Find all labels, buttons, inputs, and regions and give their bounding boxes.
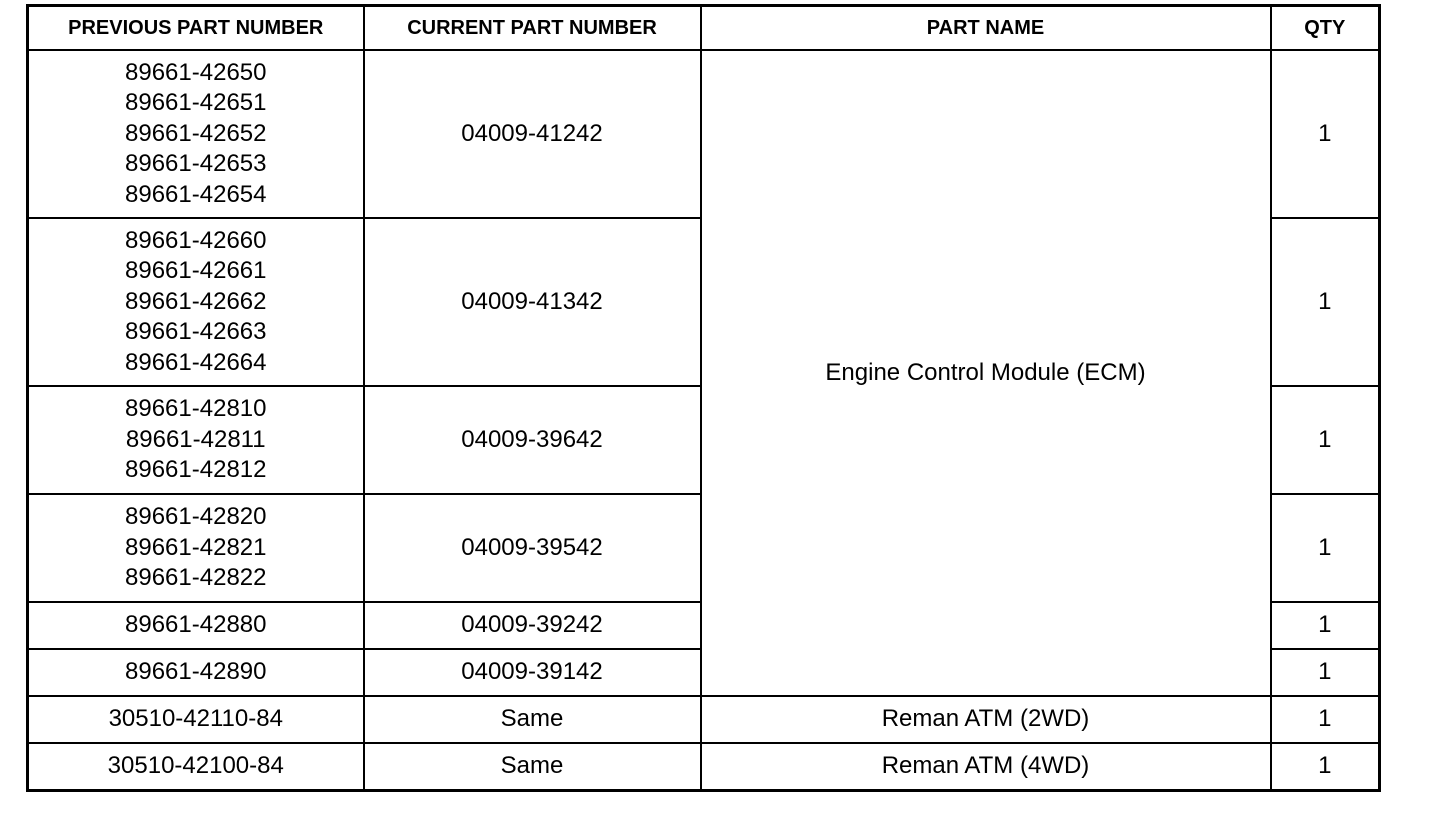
previous-part-number: 89661-42812: [125, 456, 267, 484]
current-part-number: Same: [364, 696, 701, 743]
current-part-number: 04009-39142: [364, 649, 701, 696]
previous-part-numbers: [28, 386, 364, 494]
previous-part-number: 89661-42820: [125, 503, 267, 531]
parts-table: [26, 4, 1381, 792]
previous-part-number: 89661-42653: [125, 150, 267, 178]
previous-part-number: 89661-42651: [125, 89, 267, 117]
previous-part-number: 89661-42650: [125, 58, 267, 86]
quantity: 1: [1271, 743, 1380, 791]
previous-part-number: 89661-42663: [125, 318, 267, 346]
previous-part-number: 89661-42660: [125, 226, 267, 254]
previous-part-number: 89661-42822: [125, 564, 267, 592]
previous-part-numbers: [28, 494, 364, 602]
previous-part-number: 89661-42811: [125, 425, 266, 453]
quantity: 1: [1271, 218, 1380, 386]
current-part-number: 04009-39642: [364, 386, 701, 494]
current-part-number: 04009-39242: [364, 602, 701, 649]
header-current-part-number: CURRENT PART NUMBER: [364, 6, 701, 51]
previous-part-number: 89661-42662: [125, 287, 267, 315]
previous-part-number: 89661-42652: [125, 119, 267, 147]
header-qty: QTY: [1271, 6, 1380, 51]
current-part-number: 04009-41242: [364, 50, 701, 218]
current-part-number: 04009-41342: [364, 218, 701, 386]
previous-part-number: 30510-42100-84: [28, 743, 364, 791]
quantity: 1: [1271, 494, 1380, 602]
previous-part-numbers: [28, 218, 364, 386]
previous-part-number: 89661-42654: [125, 180, 267, 208]
previous-part-number: 89661-42664: [125, 348, 267, 376]
current-part-number: Same: [364, 743, 701, 791]
previous-part-number: 89661-42661: [125, 257, 267, 285]
previous-part-numbers: [28, 50, 364, 218]
header-row: [28, 6, 1380, 51]
quantity: 1: [1271, 386, 1380, 494]
previous-part-number: 89661-42880: [28, 602, 364, 649]
quantity: 1: [1271, 696, 1380, 743]
header-previous-part-number: PREVIOUS PART NUMBER: [28, 6, 364, 51]
part-name: Reman ATM (2WD): [701, 696, 1271, 743]
previous-part-number: 89661-42810: [125, 395, 267, 423]
table-row: [28, 696, 1380, 743]
quantity: 1: [1271, 50, 1380, 218]
previous-part-number: 89661-42890: [28, 649, 364, 696]
header-part-name: PART NAME: [701, 6, 1271, 51]
previous-part-number: 30510-42110-84: [28, 696, 364, 743]
current-part-number: 04009-39542: [364, 494, 701, 602]
part-name: Reman ATM (4WD): [701, 743, 1271, 791]
quantity: 1: [1271, 602, 1380, 649]
quantity: 1: [1271, 649, 1380, 696]
table-row: [28, 50, 1380, 218]
table-row: [28, 743, 1380, 791]
part-name-ecm: Engine Control Module (ECM): [701, 50, 1271, 696]
previous-part-number: 89661-42821: [125, 533, 267, 561]
